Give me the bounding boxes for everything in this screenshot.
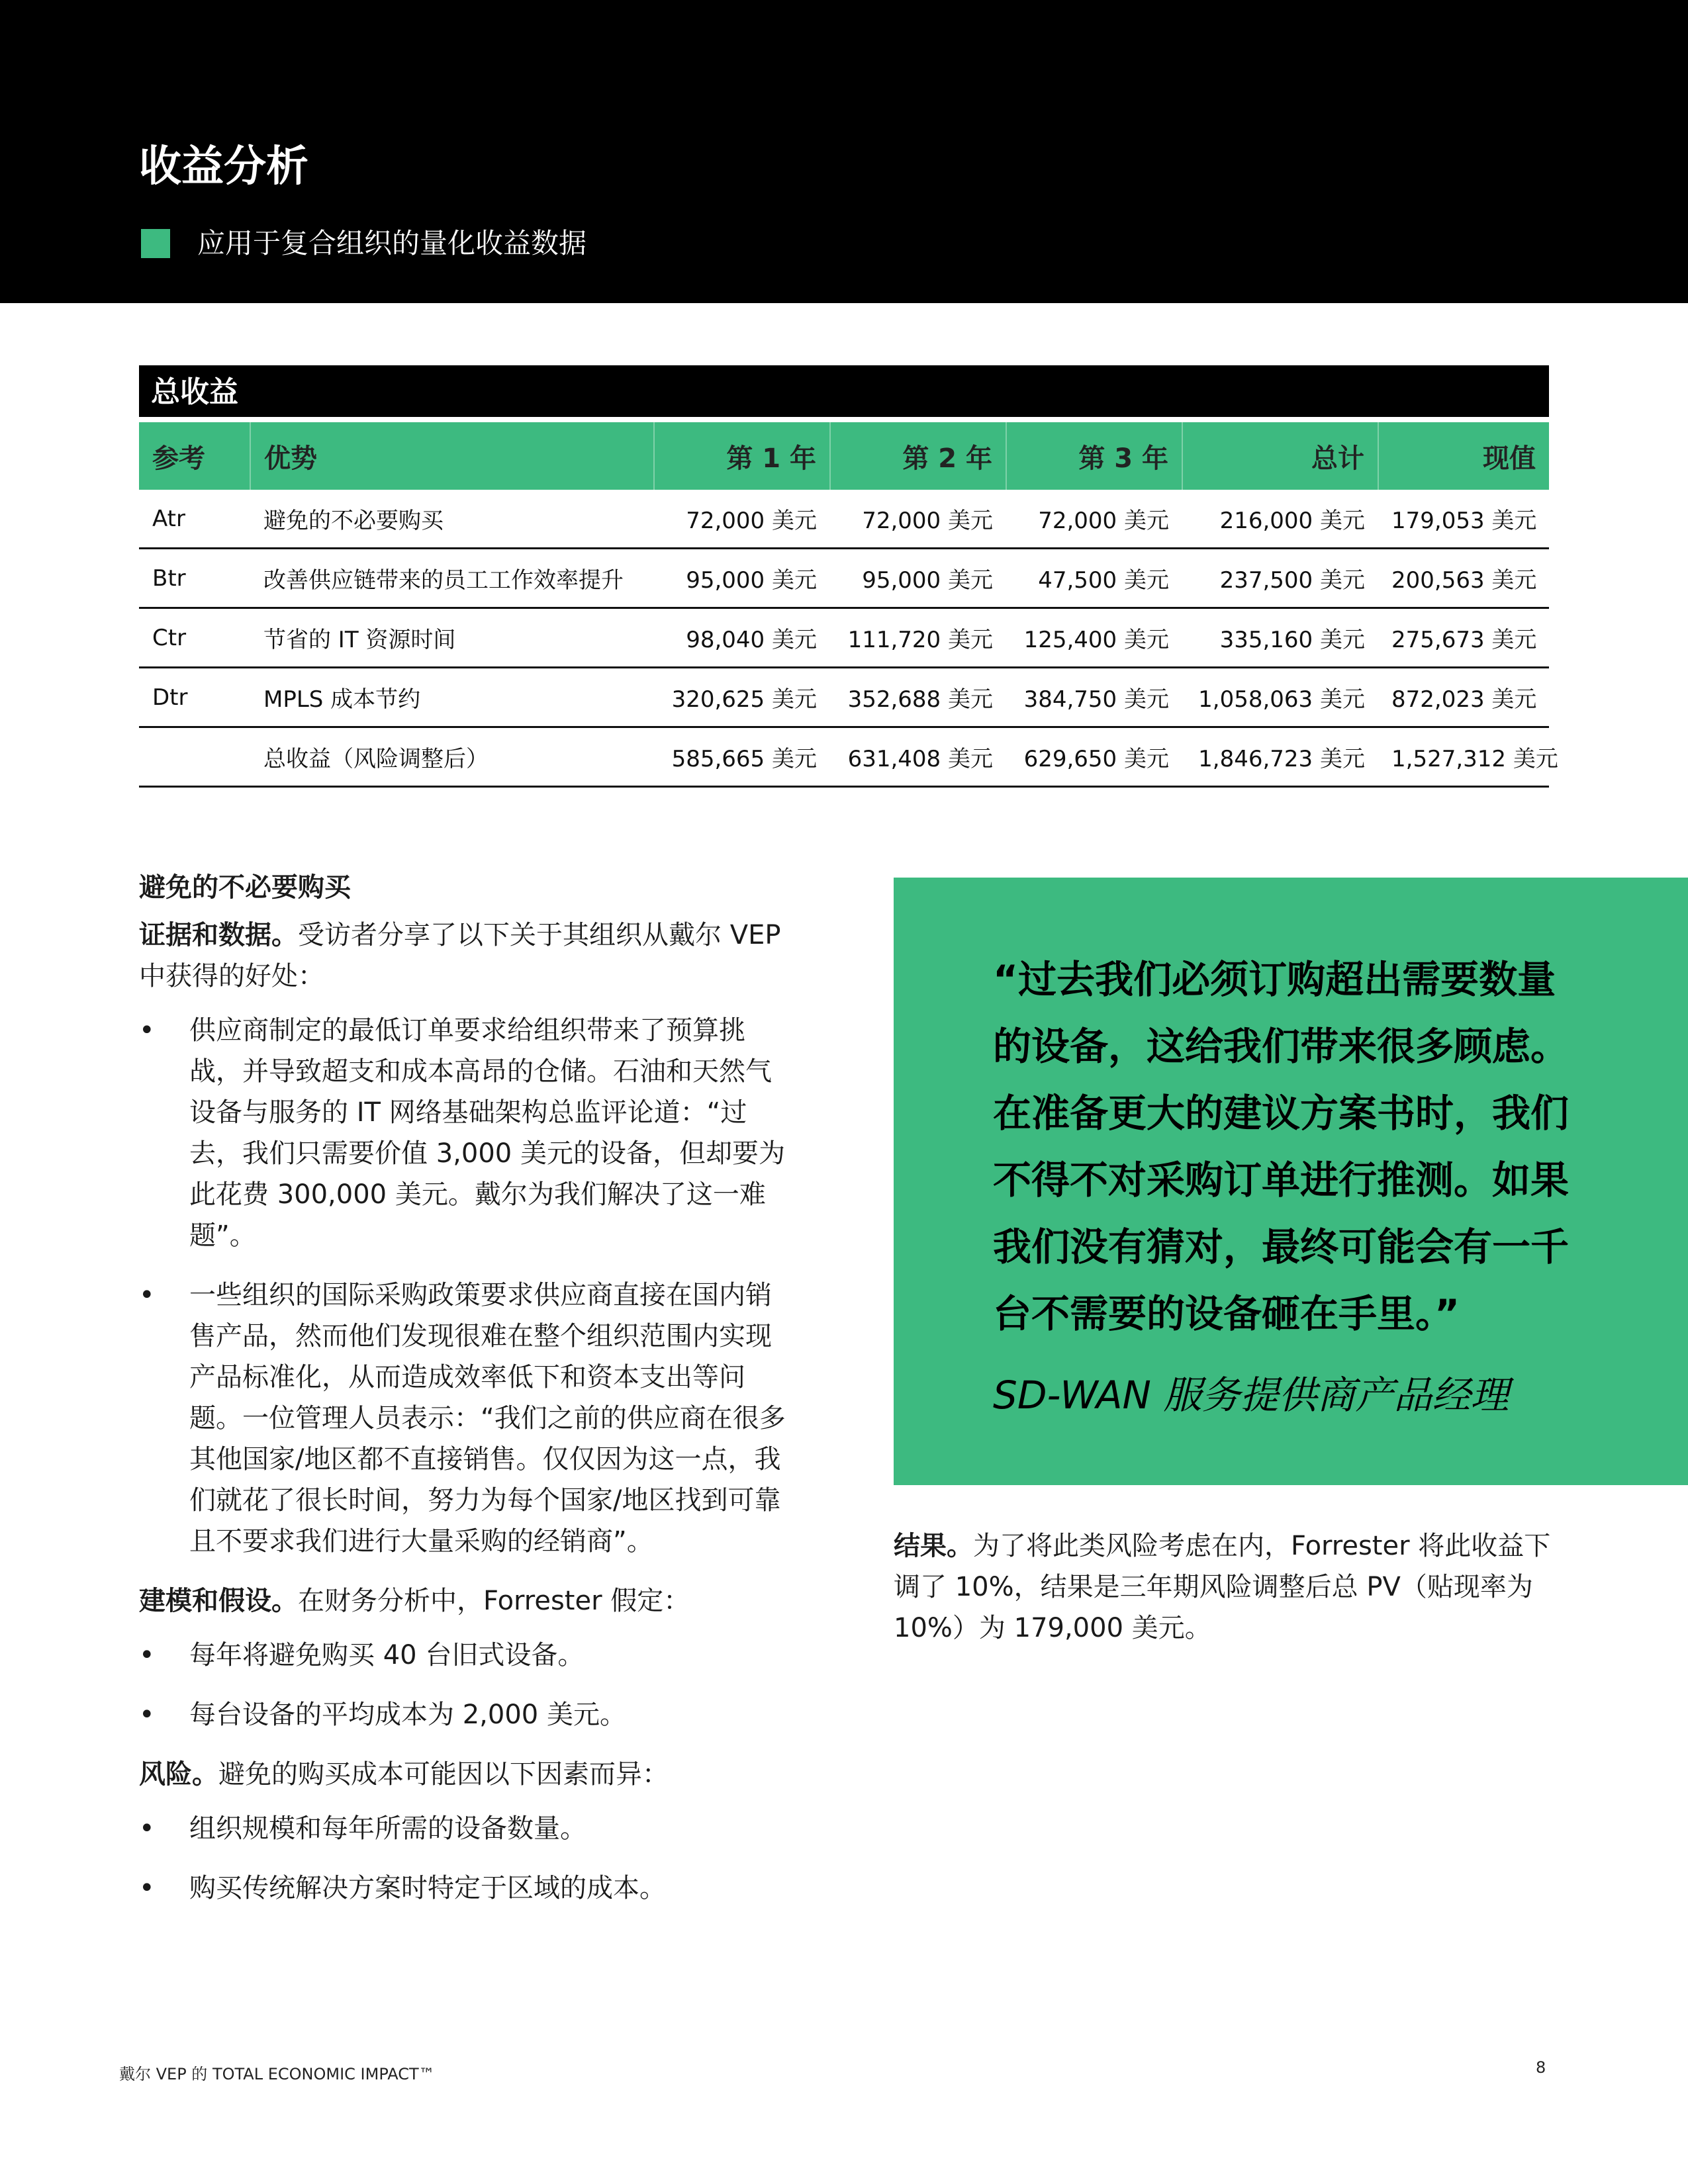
table-row bbox=[139, 608, 1549, 668]
cell-total: 1,846,723 美元 bbox=[1182, 727, 1378, 787]
cell-year3: 125,400 美元 bbox=[1006, 608, 1182, 668]
page-header bbox=[0, 0, 1688, 303]
list-item: • 一些组织的国际采购政策要求供应商直接在国内销售产品，然而他们发现很难在整个组织范围内实现产品标准化，从而造成效率低下和资本支出等问题。一位管理人员表示：“我们之前的供应商在很多其他国家/地区都不直接销售。仅仅因为这一点，我们就花了很长时间，努力为每个国家/地区找到可靠且不要求我们进行大量采购的经销商”。 bbox=[139, 1275, 788, 1562]
total-benefits-table bbox=[139, 365, 1558, 788]
cell-pv: 872,023 美元 bbox=[1378, 668, 1549, 727]
cell-ref: Btr bbox=[139, 549, 250, 608]
cell-benefit: 总收益（风险调整后） bbox=[250, 727, 654, 787]
benefits-table bbox=[139, 422, 1558, 788]
modeling-paragraph bbox=[139, 1580, 788, 1621]
green-square-icon bbox=[141, 229, 170, 258]
cell-total: 237,500 美元 bbox=[1182, 549, 1378, 608]
cell-pv: 275,673 美元 bbox=[1378, 608, 1549, 668]
evidence-paragraph bbox=[139, 915, 788, 997]
body-column bbox=[139, 867, 788, 1927]
col-header-ref: 参考 bbox=[139, 422, 250, 490]
cell-year1: 585,665 美元 bbox=[654, 727, 830, 787]
cell-year3: 384,750 美元 bbox=[1006, 668, 1182, 727]
cell-year3: 47,500 美元 bbox=[1006, 549, 1182, 608]
modeling-list bbox=[139, 1635, 788, 1735]
cell-pv: 179,053 美元 bbox=[1378, 490, 1549, 549]
cell-year2: 72,000 美元 bbox=[830, 490, 1006, 549]
col-header-benefit: 优势 bbox=[250, 422, 654, 490]
cell-year2: 95,000 美元 bbox=[830, 549, 1006, 608]
cell-total: 335,160 美元 bbox=[1182, 608, 1378, 668]
table-row bbox=[139, 668, 1549, 727]
page-number: 8 bbox=[1536, 2058, 1546, 2077]
list-item: • 购买传统解决方案时特定于区域的成本。 bbox=[139, 1868, 788, 1909]
table-row bbox=[139, 549, 1549, 608]
table-total-row bbox=[139, 727, 1549, 787]
cell-year3: 629,650 美元 bbox=[1006, 727, 1182, 787]
col-header-pv: 现值 bbox=[1378, 422, 1549, 490]
table-row bbox=[139, 490, 1549, 549]
result-lead: 结果。 bbox=[894, 1531, 973, 1561]
section-heading: 避免的不必要购买 bbox=[139, 872, 351, 903]
cell-benefit: MPLS 成本节约 bbox=[250, 668, 654, 727]
cell-benefit: 避免的不必要购买 bbox=[250, 490, 654, 549]
cell-total: 1,058,063 美元 bbox=[1182, 668, 1378, 727]
cell-benefit: 改善供应链带来的员工工作效率提升 bbox=[250, 549, 654, 608]
cell-year2: 631,408 美元 bbox=[830, 727, 1006, 787]
modeling-lead: 建模和假设。 bbox=[139, 1586, 298, 1616]
cell-ref: Dtr bbox=[139, 668, 250, 727]
col-header-year2: 第 2 年 bbox=[830, 422, 1006, 490]
page-subtitle: 应用于复合组织的量化收益数据 bbox=[197, 227, 587, 259]
cell-year1: 95,000 美元 bbox=[654, 549, 830, 608]
cell-pv: 200,563 美元 bbox=[1378, 549, 1549, 608]
cell-year1: 98,040 美元 bbox=[654, 608, 830, 668]
cell-ref: Ctr bbox=[139, 608, 250, 668]
evidence-lead: 证据和数据。 bbox=[139, 920, 298, 950]
cell-pv: 1,527,312 美元 bbox=[1378, 727, 1549, 787]
pull-quote-attribution: SD-WAN 服务提供商产品经理 bbox=[993, 1373, 1509, 1418]
pull-quote-box bbox=[894, 878, 1688, 1485]
cell-benefit: 节省的 IT 资源时间 bbox=[250, 608, 654, 668]
cell-year3: 72,000 美元 bbox=[1006, 490, 1182, 549]
cell-year1: 72,000 美元 bbox=[654, 490, 830, 549]
list-item: • 每年将避免购买 40 台旧式设备。 bbox=[139, 1635, 788, 1676]
pull-quote-text: “过去我们必须订购超出需要数量的设备，这给我们带来很多顾虑。在准备更大的建议方案书时，我们不得不对采购订单进行推测。如果我们没有猜对，最终可能会有一千台不需要的设备砸在手里。” bbox=[993, 957, 1570, 1336]
col-header-year3: 第 3 年 bbox=[1006, 422, 1182, 490]
cell-year2: 352,688 美元 bbox=[830, 668, 1006, 727]
risk-text: 避免的购买成本可能因以下因素而异： bbox=[218, 1759, 669, 1790]
list-item: • 供应商制定的最低订单要求给组织带来了预算挑战，并导致超支和成本高昂的仓储。石油和天然气设备与服务的 IT 网络基础架构总监评论道：“过去，我们只需要价值 3,000 美元的设备，但却要为此花费 300,000 美元。戴尔为我们解决了这一难题”。 bbox=[139, 1010, 788, 1256]
result-paragraph bbox=[894, 1525, 1556, 1649]
table-header-row bbox=[139, 422, 1549, 490]
evidence-text: 受访者分享了以下关于其组织从戴尔 VEP 中获得的好处： bbox=[139, 920, 781, 991]
list-item: • 组织规模和每年所需的设备数量。 bbox=[139, 1808, 788, 1849]
evidence-list bbox=[139, 1010, 788, 1562]
footer-title: 戴尔 VEP 的 TOTAL ECONOMIC IMPACT™ bbox=[119, 2065, 435, 2083]
risk-paragraph bbox=[139, 1754, 788, 1795]
table-caption: 总收益 bbox=[139, 365, 1549, 417]
cell-total: 216,000 美元 bbox=[1182, 490, 1378, 549]
cell-ref: Atr bbox=[139, 490, 250, 549]
list-item: • 每台设备的平均成本为 2,000 美元。 bbox=[139, 1694, 788, 1735]
risk-list bbox=[139, 1808, 788, 1909]
page-title: 收益分析 bbox=[139, 142, 308, 191]
result-text: 为了将此类风险考虑在内，Forrester 将此收益下调了 10%，结果是三年期风险调整后总 PV（贴现率为 10%）为 179,000 美元。 bbox=[894, 1531, 1551, 1643]
cell-ref bbox=[139, 727, 250, 787]
cell-year1: 320,625 美元 bbox=[654, 668, 830, 727]
cell-year2: 111,720 美元 bbox=[830, 608, 1006, 668]
col-header-year1: 第 1 年 bbox=[654, 422, 830, 490]
modeling-text: 在财务分析中，Forrester 假定： bbox=[298, 1586, 690, 1616]
risk-lead: 风险。 bbox=[139, 1759, 218, 1790]
col-header-total: 总计 bbox=[1182, 422, 1378, 490]
